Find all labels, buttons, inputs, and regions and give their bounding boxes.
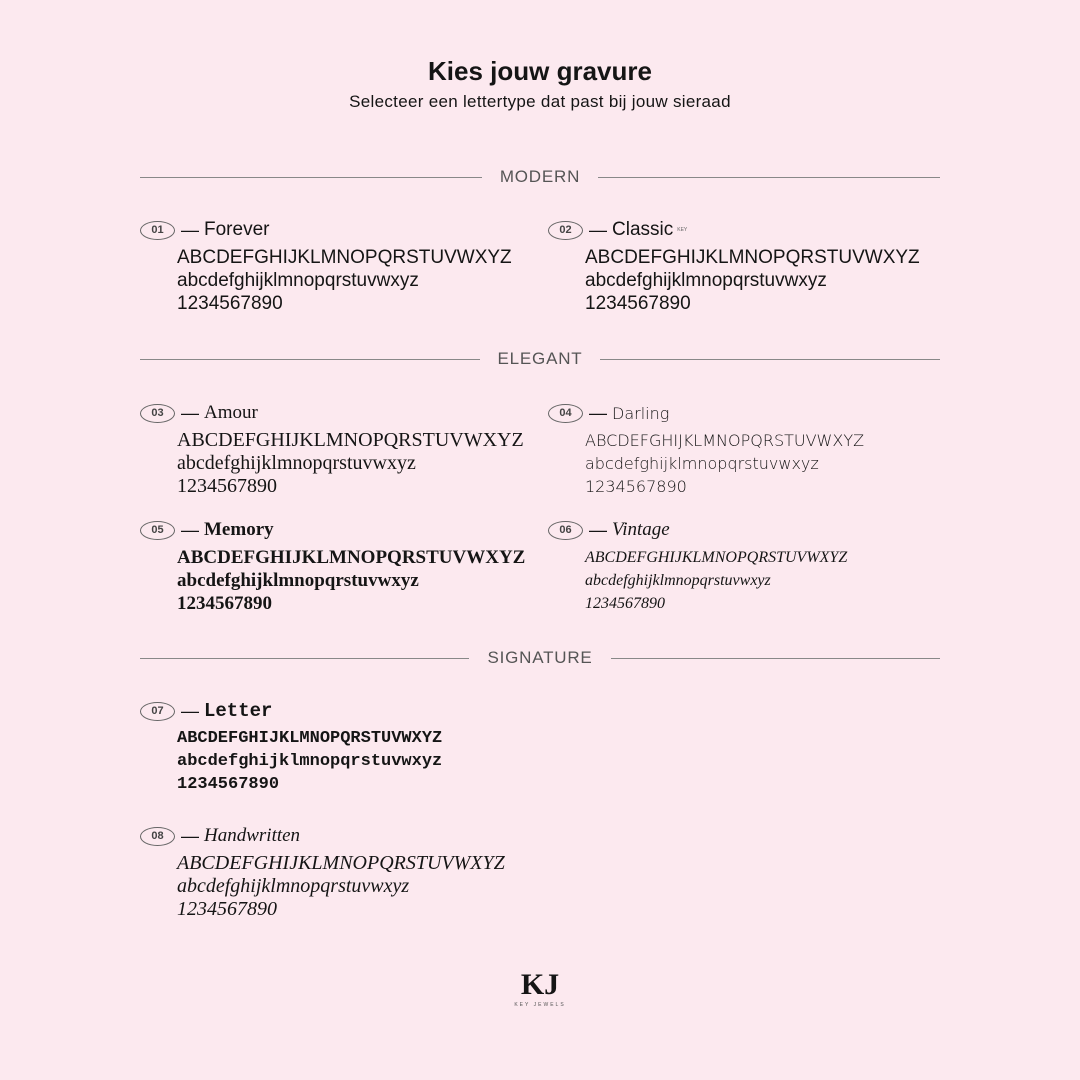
font-name: Letter xyxy=(204,700,273,722)
section-label: ELEGANT xyxy=(497,349,583,368)
sample-uppercase: ABCDEFGHIJKLMNOPQRSTUVWXYZ xyxy=(177,729,443,748)
logo-mark: KJ xyxy=(520,968,560,1001)
sample-lowercase: abcdefghijklmnopqrstuvwxyz xyxy=(585,454,819,473)
sample-uppercase: ABCDEFGHIJKLMNOPQRSTUVWXYZ xyxy=(177,247,512,268)
dash: — xyxy=(181,700,199,721)
sample-digits: 1234567890 xyxy=(585,293,691,314)
font-header xyxy=(548,401,864,425)
font-option-vintage[interactable] xyxy=(548,518,847,615)
sample-digits: 1234567890 xyxy=(585,477,687,496)
brand-logo xyxy=(510,968,570,1008)
sample-uppercase: ABCDEFGHIJKLMNOPQRSTUVWXYZ xyxy=(585,431,865,450)
font-option-amour[interactable] xyxy=(140,401,524,498)
font-number-badge: 05 xyxy=(140,521,175,540)
font-name: Amour xyxy=(204,402,258,423)
section-divider-modern xyxy=(140,167,940,187)
font-header xyxy=(140,699,442,723)
font-header xyxy=(140,518,525,542)
page-title: Kies jouw gravure xyxy=(428,56,652,86)
section-divider-elegant xyxy=(140,349,940,369)
font-option-classic[interactable] xyxy=(548,218,920,315)
sample-lowercase: abcdefghijklmnopqrstuvwxyz xyxy=(585,270,827,291)
font-name: Handwritten xyxy=(204,825,301,846)
font-name: Classic xyxy=(612,219,674,240)
dash: — xyxy=(589,219,607,240)
font-option-forever[interactable] xyxy=(140,218,512,315)
font-option-handwritten[interactable] xyxy=(140,824,505,921)
font-header xyxy=(140,218,512,242)
font-number-badge: 02 xyxy=(548,221,583,240)
sample-digits: 1234567890 xyxy=(585,595,665,612)
sample-digits: 1234567890 xyxy=(177,898,277,920)
dash: — xyxy=(181,402,199,423)
font-number-badge: 01 xyxy=(140,221,175,240)
sample-uppercase: ABCDEFGHIJKLMNOPQRSTUVWXYZ xyxy=(585,549,848,566)
sample-digits: 1234567890 xyxy=(177,775,280,794)
dash: — xyxy=(589,402,607,423)
sample-lowercase: abcdefghijklmnopqrstuvwxyz xyxy=(585,572,771,589)
section-divider-signature xyxy=(140,648,940,668)
section-label: MODERN xyxy=(499,167,581,186)
sample-digits: 1234567890 xyxy=(177,293,283,314)
logo-text: KEY JEWELS xyxy=(514,1002,566,1008)
font-number-badge: 06 xyxy=(548,521,583,540)
font-header xyxy=(548,218,920,242)
font-name: Memory xyxy=(204,519,274,540)
logo-superscript: KEY xyxy=(677,227,688,233)
font-number-badge: 08 xyxy=(140,827,175,846)
font-name: Darling xyxy=(612,403,670,423)
sample-digits: 1234567890 xyxy=(177,475,277,497)
font-number-badge: 03 xyxy=(140,404,175,423)
font-option-letter[interactable] xyxy=(140,699,442,796)
dash: — xyxy=(181,519,199,540)
dash: — xyxy=(181,219,199,240)
font-option-memory[interactable] xyxy=(140,518,525,615)
sample-lowercase: abcdefghijklmnopqrstuvwxyz xyxy=(177,270,419,291)
sample-lowercase: abcdefghijklmnopqrstuvwxyz xyxy=(177,452,416,474)
dash: — xyxy=(181,825,199,846)
sample-lowercase: abcdefghijklmnopqrstuvwxyz xyxy=(177,875,410,897)
font-number-badge: 04 xyxy=(548,404,583,423)
sample-lowercase: abcdefghijklmnopqrstuvwxyz xyxy=(177,752,443,771)
section-label: SIGNATURE xyxy=(487,648,593,667)
dash: — xyxy=(589,519,607,540)
sample-uppercase: ABCDEFGHIJKLMNOPQRSTUVWXYZ xyxy=(177,852,505,874)
sample-lowercase: abcdefghijklmnopqrstuvwxyz xyxy=(177,570,419,591)
font-header xyxy=(140,824,505,848)
font-number-badge: 07 xyxy=(140,702,175,721)
sample-uppercase: ABCDEFGHIJKLMNOPQRSTUVWXYZ xyxy=(585,247,920,268)
sample-digits: 1234567890 xyxy=(177,593,272,614)
sample-uppercase: ABCDEFGHIJKLMNOPQRSTUVWXYZ xyxy=(177,547,526,568)
page-subtitle: Selecteer een lettertype dat past bij jouw sieraad xyxy=(349,92,731,111)
font-option-darling[interactable] xyxy=(548,401,864,498)
font-name: Vintage xyxy=(612,519,670,540)
sample-uppercase: ABCDEFGHIJKLMNOPQRSTUVWXYZ xyxy=(177,429,524,451)
font-header xyxy=(548,518,847,542)
font-header xyxy=(140,401,524,425)
font-name: Forever xyxy=(204,219,270,240)
